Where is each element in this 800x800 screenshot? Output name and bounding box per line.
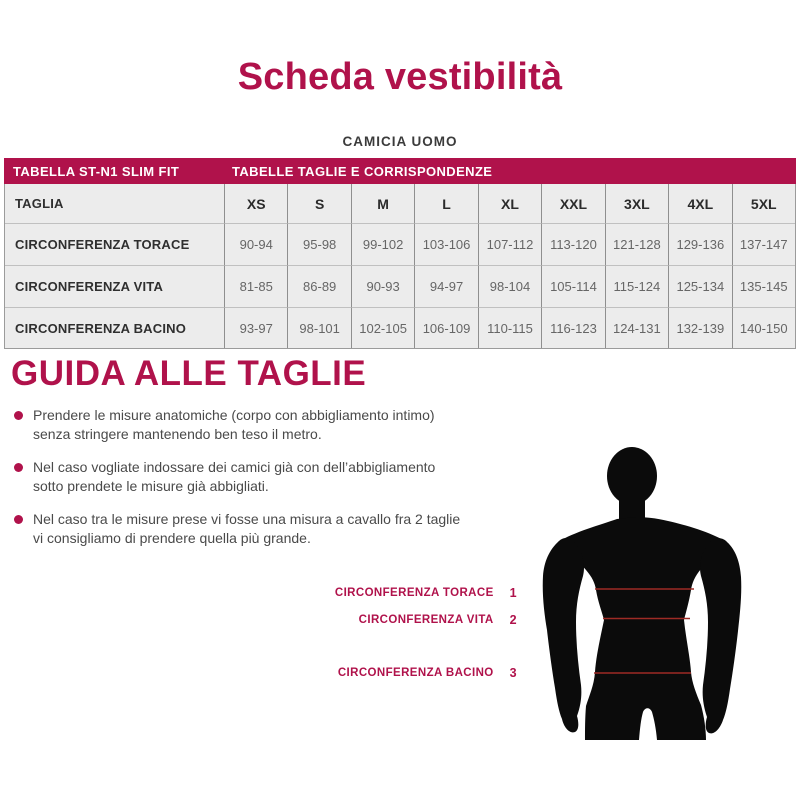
- list-item: [14, 510, 504, 548]
- size-table-header-bar: [4, 158, 796, 184]
- measure-cell: 95-98: [287, 223, 350, 265]
- row-header-taglia: TAGLIA: [15, 196, 64, 211]
- measure-label-number: 3: [509, 666, 517, 680]
- measure-label-bacino: [338, 666, 517, 680]
- size-header-cell: XL: [478, 184, 541, 223]
- measure-cell: 86-89: [287, 265, 350, 307]
- measure-cell: 98-104: [478, 265, 541, 307]
- bullet-line: Nel caso tra le misure prese vi fosse una misura a cavallo fra 2 taglie: [33, 511, 461, 527]
- size-header-cell: XXL: [541, 184, 604, 223]
- measure-cell: 90-93: [351, 265, 414, 307]
- size-table-grid: [4, 184, 796, 349]
- measure-label-number: 1: [509, 586, 517, 600]
- measure-cell: 93-97: [224, 307, 287, 348]
- measure-cell: 106-109: [414, 307, 477, 348]
- bullet-dot-icon: [14, 515, 23, 524]
- measure-label-vita: [359, 613, 517, 627]
- measure-cell: 99-102: [351, 223, 414, 265]
- size-header-cell: S: [287, 184, 350, 223]
- table-subtitle-label: TABELLE TAGLIE E CORRISPONDENZE: [232, 163, 493, 179]
- measure-cell: 129-136: [668, 223, 731, 265]
- page-subtitle: CAMICIA UOMO: [342, 134, 458, 149]
- measure-cell: 140-150: [732, 307, 795, 348]
- bullet-line: sotto prendete le misure già abbigliati.: [33, 478, 269, 494]
- measure-cell: 81-85: [224, 265, 287, 307]
- size-guide-heading: GUIDA ALLE TAGLIE: [11, 354, 367, 393]
- list-item: [14, 458, 504, 496]
- measure-cell: 110-115: [478, 307, 541, 348]
- bullet-text: [33, 510, 460, 548]
- size-header-cell: XS: [224, 184, 287, 223]
- row-header-vita: CIRCONFERENZA VITA: [5, 265, 224, 307]
- size-header-cell: 4XL: [668, 184, 731, 223]
- measure-cell: 107-112: [478, 223, 541, 265]
- measure-cell: 105-114: [541, 265, 604, 307]
- bullet-line: Prendere le misure anatomiche (corpo con abbigliamento intimo): [33, 407, 435, 423]
- measure-label-text: CIRCONFERENZA BACINO: [337, 667, 494, 679]
- table-name-label: TABELLA ST-N1 SLIM FIT: [13, 163, 180, 179]
- size-header-cell: 5XL: [732, 184, 795, 223]
- measure-cell: 116-123: [541, 307, 604, 348]
- bullet-text: [33, 406, 435, 444]
- bullet-text: [33, 458, 435, 496]
- row-header-torace: CIRCONFERENZA TORACE: [5, 223, 224, 265]
- row-header-bacino: CIRCONFERENZA BACINO: [5, 307, 224, 348]
- measure-cell: 103-106: [414, 223, 477, 265]
- measure-label-torace: [335, 586, 517, 600]
- measure-cell: 90-94: [224, 223, 287, 265]
- measure-cell: 124-131: [605, 307, 668, 348]
- bullet-line: senza stringere mantenendo ben teso il metro.: [33, 426, 322, 442]
- size-guide-bullet-list: [14, 406, 504, 562]
- bullet-line: Nel caso vogliate indossare dei camici già con dell’abbigliamento: [33, 459, 436, 475]
- measure-label-text: CIRCONFERENZA TORACE: [334, 587, 494, 599]
- bullet-line: vi consigliamo di prendere quella più grande.: [33, 530, 311, 546]
- size-header-cell: M: [351, 184, 414, 223]
- measure-cell: 137-147: [732, 223, 795, 265]
- measure-label-number: 2: [509, 613, 517, 627]
- page-title: Scheda vestibilità: [237, 56, 563, 98]
- bullet-dot-icon: [14, 463, 23, 472]
- measure-cell: 98-101: [287, 307, 350, 348]
- male-body-silhouette: [538, 443, 748, 743]
- measure-cell: 102-105: [351, 307, 414, 348]
- measure-cell: 125-134: [668, 265, 731, 307]
- measure-cell: 94-97: [414, 265, 477, 307]
- measure-cell: 113-120: [541, 223, 604, 265]
- size-header-cell: L: [414, 184, 477, 223]
- bullet-dot-icon: [14, 411, 23, 420]
- measure-cell: 121-128: [605, 223, 668, 265]
- measure-label-text: CIRCONFERENZA VITA: [358, 614, 494, 626]
- measure-cell: 115-124: [605, 265, 668, 307]
- measure-cell: 132-139: [668, 307, 731, 348]
- size-table: [4, 158, 796, 349]
- size-header-cell: 3XL: [605, 184, 668, 223]
- measure-cell: 135-145: [732, 265, 795, 307]
- list-item: [14, 406, 504, 444]
